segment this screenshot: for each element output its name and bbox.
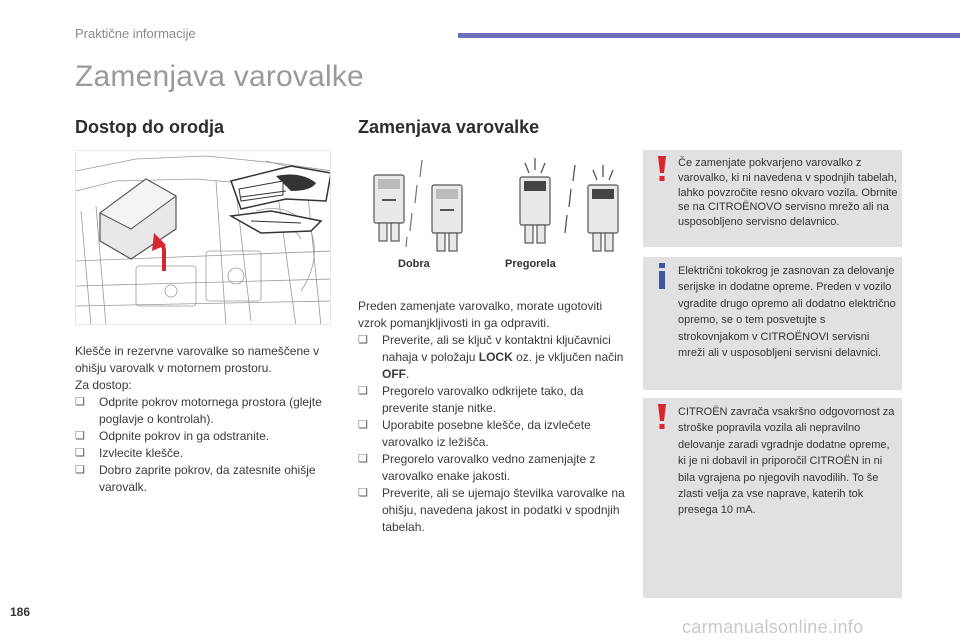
- list-item: ❏ Preverite, ali se ključ v kontaktni ključavnici nahaja v položaju LOCK oz. je vključen način OFF.: [358, 333, 624, 381]
- bullet-icon: ❏: [75, 464, 85, 476]
- access-label: Za dostop:: [75, 378, 132, 392]
- list-item: ❏ Izvlecite klešče.: [75, 446, 184, 460]
- page-title: Zamenjava varovalke: [75, 60, 364, 93]
- good-fuse-illustration: [362, 155, 482, 255]
- list-item: ❏ Odprite pokrov motornega prostora (glejte poglavje o kontrolah).: [75, 395, 322, 426]
- bullet-icon: ❏: [75, 396, 85, 408]
- exclamation-icon: [655, 156, 669, 182]
- info-icon: [655, 263, 669, 289]
- engine-fusebox-illustration: [75, 150, 331, 325]
- info-note-electrical: [643, 257, 902, 390]
- bullet-icon: ❏: [75, 430, 85, 442]
- exclamation-icon: [655, 404, 669, 430]
- note-text: Če zamenjate pokvarjeno varovalko z varovalko, ki ni navedena v spodnjih tabelah, lahko povzročite resno okvaro vozila. Obrnite se na CITROËNOVO servisno mrežo ali na usposobljeno servisno delavnico.: [678, 157, 898, 229]
- intro-paragraph: Klešče in rezervne varovalke so nameščene v ohišju varovalk v motornem prostoru.: [75, 344, 320, 375]
- list-item: ❏ Dobro zaprite pokrov, da zatesnite ohišje varovalk.: [75, 463, 316, 494]
- left-column-text: [75, 343, 337, 496]
- bullet-icon: ❏: [75, 447, 85, 459]
- caption-blown: Pregorela: [505, 258, 556, 270]
- bullet-icon: ❏: [358, 453, 368, 465]
- list-item: ❏ Odpnite pokrov in ga odstranite.: [75, 429, 270, 443]
- bullet-icon: ❏: [358, 419, 368, 431]
- middle-column-text: [358, 298, 628, 536]
- section-label: Praktične informacije: [75, 26, 196, 41]
- bullet-icon: ❏: [358, 385, 368, 397]
- list-item: ❏ Uporabite posebne klešče, da izvlečete varovalko iz ležišča.: [358, 418, 591, 449]
- bullet-icon: ❏: [358, 334, 368, 346]
- bullet-icon: ❏: [358, 487, 368, 499]
- watermark: carmanualsonline.info: [682, 617, 864, 637]
- access-steps-list: [75, 394, 337, 496]
- header-accent-bar: [458, 33, 960, 38]
- blown-fuse-illustration: [505, 155, 635, 255]
- heading-fuse-replacement: Zamenjava varovalke: [358, 117, 540, 137]
- caption-good: Dobra: [398, 258, 430, 270]
- list-item: ❏ Pregorelo varovalko odkrijete tako, da preverite stanje nitke.: [358, 384, 584, 415]
- replacement-intro: Preden zamenjate varovalko, morate ugotoviti vzrok pomanjkljivosti in ga odpraviti.: [358, 299, 603, 330]
- warning-note-liability: [643, 398, 902, 598]
- note-text: CITROËN zavrača vsakršno odgovornost za stroške popravila vozila ali nepravilno delovanje zaradi vgradnje dodatne opreme, ki je ni dobavil in priporočil CITROËN in ni bila vgrajena po njegovih navodilih. To še zlasti velja za vse naprave, katerih tok presega 10 mA.: [678, 406, 895, 517]
- warning-note-fuse: [643, 150, 902, 247]
- list-item: ❏ Preverite, ali se ujemajo številka varovalke na ohišju, navedena jakost in podatki v spodnjih tabelah.: [358, 486, 625, 534]
- heading-tool-access: Dostop do orodja: [75, 117, 224, 137]
- replacement-steps-list: [358, 332, 628, 536]
- list-item: ❏ Pregorelo varovalko vedno zamenjajte z varovalko enake jakosti.: [358, 452, 596, 483]
- note-text: Električni tokokrog je zasnovan za delovanje serijske in dodatne opreme. Preden v vozilo vgradite drugo opremo ali dodatno električno opremo, se o tem posvetujte s strokovnjakom v CITROËNOVI servisni mreži ali v usposobljeni servisni delavnici.: [678, 265, 896, 360]
- page-number: 186: [10, 605, 31, 619]
